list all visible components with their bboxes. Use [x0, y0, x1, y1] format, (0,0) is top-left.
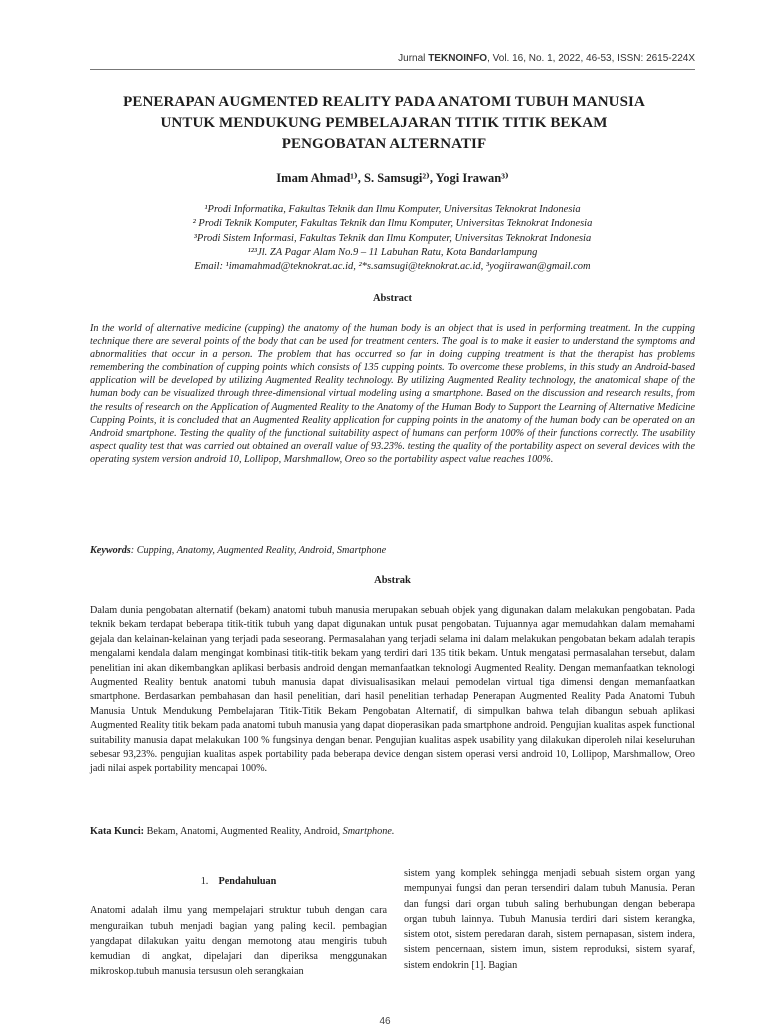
- affiliation-line: ¹²³Jl. ZA Pagar Alam No.9 – 11 Labuhan Ratu, Kota Bandarlampung: [247, 246, 538, 258]
- affiliation-line: ¹Prodi Informatika, Fakultas Teknik dan Ilmu Komputer, Universitas Teknokrat Indonesia: [204, 204, 581, 215]
- left-column: [90, 874, 387, 980]
- affiliation-line: ³Prodi Sistem Informasi, Fakultas Teknik dan Ilmu Komputer, Universitas Teknokrat Indonesia: [193, 232, 592, 244]
- page-number: 46: [379, 1016, 391, 1027]
- section-heading: [90, 874, 387, 889]
- affiliation-line: ² Prodi Teknik Komputer, Fakultas Teknik dan Ilmu Komputer, Universitas Teknokrat Indonesia: [192, 218, 593, 230]
- abstract-text: In the world of alternative medicine (cupping) the anatomy of the human body is an object that is used in performing treatment. In the cupping technique there are several points of the body that can be used for treatment centers. The goal is to make it easier to understand the symptoms and abnormalities that occur in a person. The problem that has occurred so far in doing cupping treatment is that the therapist has problems remembering the combination of cupping points which consists of 135 cupping points. To overcome these problems, in this study an Android-based application will be developed by utilizing Augmented Reality technology. By utilizing Augmented Reality technology, the anatomical shape of the human body can be visualized through three-dimensional virtual modeling using a smartphone. Based on the discussion and research results, from the results of research on the Application of Augmented Reality to the Anatomy of the Human Body to Support the Learning of Alternative Medicine Cupping Points, it is concluded that an Augmented Reality application for cupping points in the anatomy of the human body can be operated on an Android smartphone. Testing the quality of the functional suitability aspect of humans can perform 100% of their functions correctly. The usability aspect quality test that was carried out obtained an overall value of 93.23%. testing the quality of the portability aspect on several devices with the operating system version android 10, Lollipop, Marshmallow, Oreo so the portability aspect value reaches 100%.: [90, 323, 695, 465]
- journal-header: [90, 53, 695, 64]
- kata-kunci-values: Bekam, Anatomi, Augmented Reality, Android,: [144, 826, 343, 837]
- title-line: UNTUK MENDUKUNG PEMBELAJARAN TITIK TITIK BEKAM: [160, 115, 608, 131]
- author-list: Imam Ahmad¹⁾, S. Samsugi²⁾, Yogi Irawan³⁾: [276, 171, 509, 185]
- keywords-id: [90, 826, 695, 837]
- affiliation-email: Email: ¹imamahmad@teknokrat.ac.id, ²*s.samsugi@teknokrat.ac.id, ³yogiirawan@gmail.com: [194, 261, 591, 273]
- affiliations: [90, 203, 695, 274]
- kata-kunci-label: Kata Kunci:: [90, 826, 145, 837]
- intro-paragraph-right: sistem yang komplek sehingga menjadi sebuah sistem organ yang mempunyai fungsi dan peran tersendiri dalam tubuh Manusia. Peran dan fungsi dari organ tubuh saling berhubungan dengan beberapa organ tubuh lainnya. Tubuh Manusia terdiri dari sistem kerangka, sistem otot, sistem peredaran darah, sistem pernapasan, sistem indera, sistem pencernaan, sistem imun, sistem reproduksi, sistem syaraf, sistem endokrin [1]. Bagian: [404, 868, 695, 971]
- journal-name: Jurnal: [398, 53, 426, 64]
- journal-citation: , Vol. 16, No. 1, 2022, 46-53, ISSN: 2615-224X: [487, 53, 695, 64]
- keywords-en: [90, 545, 695, 556]
- kata-kunci-italic: Smartphone.: [342, 826, 395, 837]
- abstract-heading: Abstract: [372, 293, 413, 304]
- paper-title: [70, 92, 698, 155]
- header-rule: [90, 69, 695, 70]
- keywords-label: Keywords: [90, 545, 131, 556]
- section-number: 1.: [200, 876, 209, 887]
- intro-paragraph-left: Anatomi adalah ilmu yang mempelajari struktur tubuh dengan cara menguraikan tubuh menjadi bagian yang paling kecil. pembagian yangdapat dilakukan yaitu dengan memotong atau mengiris tubuh kemudian di angkat, dipelajari dan diperiksa menggunakan mikroskop.tubuh manusia tersusun oleh serangkaian: [90, 905, 387, 978]
- keywords-values: : Cupping, Anatomy, Augmented Reality, Android, Smartphone: [130, 545, 387, 556]
- journal-name-bold: TEKNOINFO: [428, 53, 488, 64]
- title-line: PENERAPAN AUGMENTED REALITY PADA ANATOMI TUBUH MANUSIA: [123, 94, 645, 110]
- title-line: PENGOBATAN ALTERNATIF: [281, 136, 487, 152]
- abstrak-text: Dalam dunia pengobatan alternatif (bekam) anatomi tubuh manusia merupakan sebuah objek yang digunakan dalam melakukan pengobatan. Pada teknik bekam terdapat beberapa titik-titik tubuh yang dapat digunakan untuk pusat pengobatan. Tujuannya agar memudahkan dalam memahami gejala dan kelainan-kelainan yang terjadi pada seseorang. Permasalahan yang terjadi selama ini dalam melakukan pengobatan bekam adalah terapis mengalami kendala dalam mengingat kombinasi titik-titik bekam yang terdiri dari 135 titik bekam. Untuk mengatasi permasalahan tersebut, dalam penelitian ini akan dikembangkan aplikasi berbasis android dengan memanfaatkan teknologi Augmented Reality. Dengan memanfaatkan teknologi Augmented Reality bentuk anatomi tubuh manusia dapat divisualisasikan melaui pemodelan virtual tiga dimensi dengan memanfaatkan smartphone. Berdasarkan pembahasan dan hasil penelitian, dari hasil penelitian terhadap Penerapan Augmented Reality Pada Anatomi Tubuh Manusia Untuk Mendukung Pembelajaran Titik-Titik Bekam Pengobatan Alternatif, di simpulkan bahwa telah dibangun sebuah aplikasi Augmented Reality titik bekam pada anatomi tubuh manusia yang dapat dioperasikan pada smartphone android. Pengujian kualitas aspek functional suitability manusia dapat melakukan 100 % fungsinya dengan benar. Pengujian kualitas aspek usability yang dilakukan diperoleh nilai keseluruhan sebesar 93,23%. pengujian kualitas aspek portability pada beberapa device dengan sistem operasi versi android 10, Lollipop, Marshmallow, Oreo jadi nilai aspek portability mencapai 100%.: [90, 605, 695, 775]
- abstrak-heading: Abstrak: [374, 575, 411, 586]
- section-title: Pendahuluan: [218, 876, 277, 887]
